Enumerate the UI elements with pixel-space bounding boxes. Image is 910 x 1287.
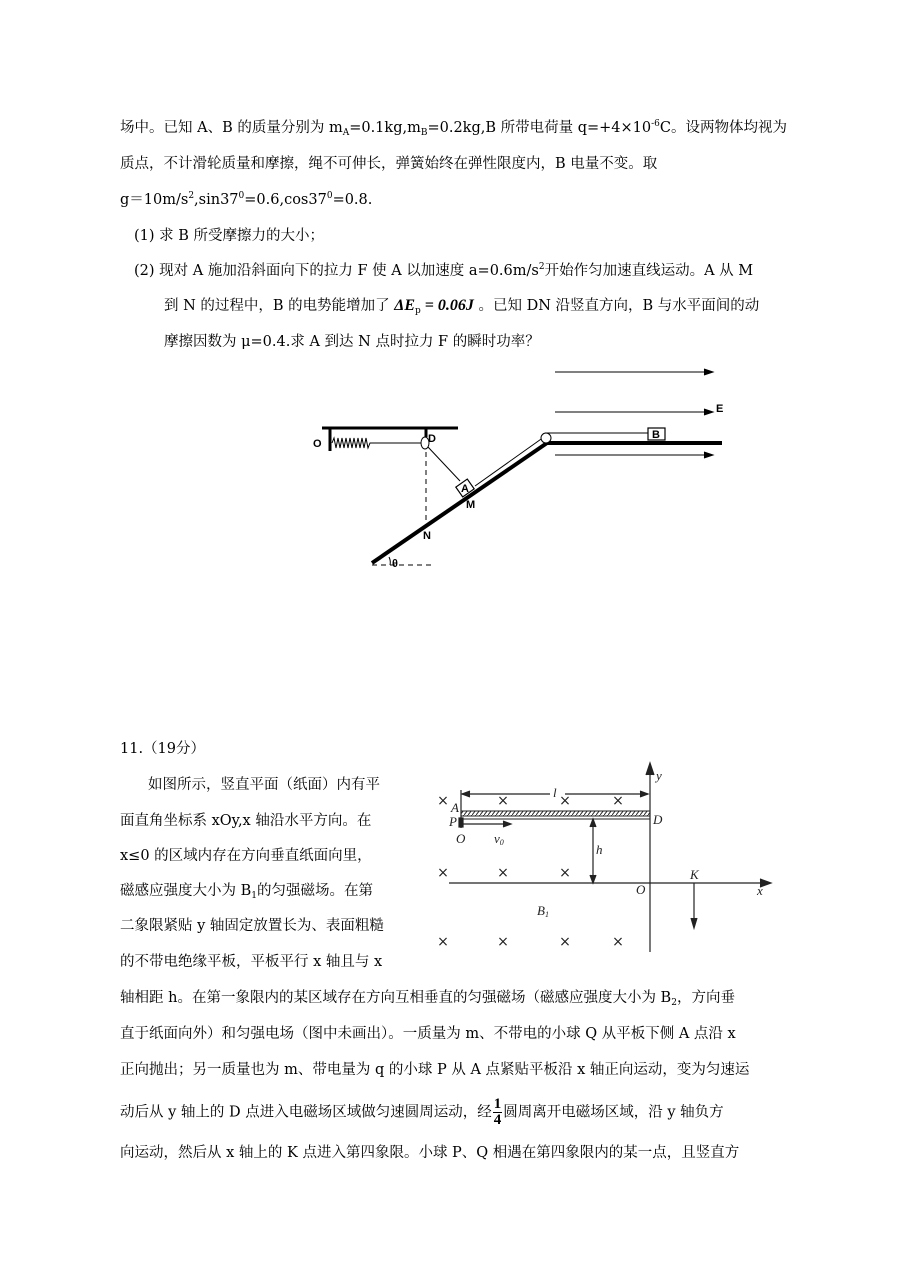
label-k: K: [690, 867, 699, 882]
label-v0: v0: [494, 831, 504, 847]
text-run: 面直角坐标系 xOy,x 轴沿水平方向。在: [120, 813, 372, 829]
text-run: 动后从 y 轴上的 D 点进入电磁场区域做匀速圆周运动，经: [120, 1104, 492, 1121]
svg-text:×: ×: [497, 934, 509, 950]
label-h: h: [596, 842, 603, 857]
svg-text:×: ×: [612, 934, 624, 950]
svg-text:×: ×: [612, 793, 624, 809]
text-run: 摩擦因数为 μ=0.4.求 A 到达 N 点时拉力 F 的瞬时功率？: [164, 334, 540, 350]
label-d: D: [653, 812, 663, 827]
svg-text:×: ×: [497, 793, 509, 809]
label-x: x: [757, 883, 763, 898]
text-run: 二象限紧贴 y 轴固定放置长为、表面粗糙: [120, 918, 384, 934]
text-run: =0.2kg,B 所带电荷量 q=+4×10: [427, 120, 652, 136]
text-run: x≤0 的区域内存在方向垂直纸面向里，: [120, 848, 372, 864]
label-m: M: [466, 499, 476, 511]
text-run: 轴相距 h。在第一象限内的某区域存在方向互相垂直的匀强磁场（磁感应强度大小为 B: [120, 990, 672, 1006]
svg-text:×: ×: [559, 934, 571, 950]
subscript: p: [414, 306, 421, 316]
superscript: 2: [538, 262, 545, 272]
text-run: =0.6,cos37: [244, 192, 327, 208]
superscript: 2: [188, 191, 195, 201]
label-theta: θ: [392, 558, 398, 570]
svg-text:×: ×: [497, 865, 509, 881]
problem-11-header: 11.（19分）: [120, 741, 206, 757]
text-run: 场中。已知 A、B 的质量分别为 m: [120, 120, 343, 136]
text-run: 磁感应强度大小为 B: [120, 883, 252, 899]
label-o: O: [313, 438, 322, 450]
formula: = 0.06J: [420, 297, 474, 314]
svg-text:×: ×: [437, 934, 449, 950]
text-run: (1) 求 B 所受摩擦力的大小；: [134, 228, 325, 244]
text-run: ，方向垂: [676, 990, 735, 1006]
label-a: A: [451, 800, 459, 815]
svg-text:×: ×: [437, 865, 449, 881]
subscript: 2: [671, 998, 677, 1008]
svg-text:×: ×: [437, 793, 449, 809]
superscript: -6: [651, 119, 660, 129]
text-run: 如图所示，竖直平面（纸面）内有平: [148, 777, 380, 793]
text-run: 向运动，然后从 x 轴上的 K 点进入第四象限。小球 P、Q 相遇在第四象限内的某一点，且竖直方: [120, 1145, 740, 1161]
label-d: D: [428, 433, 436, 445]
text-run: 的不带电绝缘平板，平板平行 x 轴且与 x: [120, 954, 383, 970]
label-b1: B1: [537, 903, 549, 919]
text-run: 圆周离开电磁场区域，沿 y 轴负方: [503, 1104, 724, 1121]
text-run: 的匀强磁场。在第: [257, 883, 373, 899]
svg-text:×: ×: [559, 865, 571, 881]
text-run: 到 N 的过程中，B 的电势能增加了: [164, 298, 395, 314]
numerator: 1: [493, 1096, 502, 1112]
text-run: 质点，不计滑轮质量和摩擦，绳不可伸长，弹簧始终在弹性限度内，B 电量不变。取: [120, 156, 658, 172]
text-run: (2) 现对 A 施加沿斜面向下的拉力 F 使 A 以加速度 a=0.6m/s: [134, 263, 539, 279]
denominator: 4: [493, 1112, 502, 1128]
label-plate-o: O: [456, 831, 466, 846]
field-cross-marks: [437, 793, 624, 950]
text-run: 开始作匀加速直线运动。A 从 M: [544, 263, 754, 279]
label-y: y: [656, 768, 662, 783]
text-run: 。已知 DN 沿竖直方向，B 与水平面间的动: [473, 298, 760, 314]
text-run: =0.8.: [332, 192, 373, 208]
label-a: A: [461, 483, 469, 495]
superscript: 0: [326, 191, 333, 201]
formula: ΔE: [394, 297, 415, 314]
text-run: =0.1kg,m: [349, 120, 421, 136]
label-b: B: [652, 429, 660, 441]
label-n: N: [423, 530, 431, 542]
svg-text:×: ×: [559, 793, 571, 809]
label-l: l: [553, 785, 557, 800]
subscript: B: [420, 128, 428, 138]
superscript: 0: [238, 191, 245, 201]
subscript: 1: [251, 891, 257, 901]
text-run: g＝10m/s: [120, 192, 189, 208]
subscript: A: [342, 128, 350, 138]
text-run: 正向抛出；另一质量也为 m、带电量为 q 的小球 P 从 A 点紧贴平板沿 x 轴正向运动，变为匀速运: [120, 1062, 750, 1078]
text-run: 直于纸面向外）和匀强电场（图中未画出）。一质量为 m、不带电的小球 Q 从平板下侧 A 点沿 x: [120, 1026, 736, 1042]
text-run: C。设两物体均视为: [659, 120, 788, 136]
label-e: E: [716, 403, 724, 415]
ball-p: [459, 818, 463, 827]
label-origin: O: [636, 882, 646, 897]
text-run: ,sin37: [194, 192, 239, 208]
label-p: P: [449, 814, 457, 829]
